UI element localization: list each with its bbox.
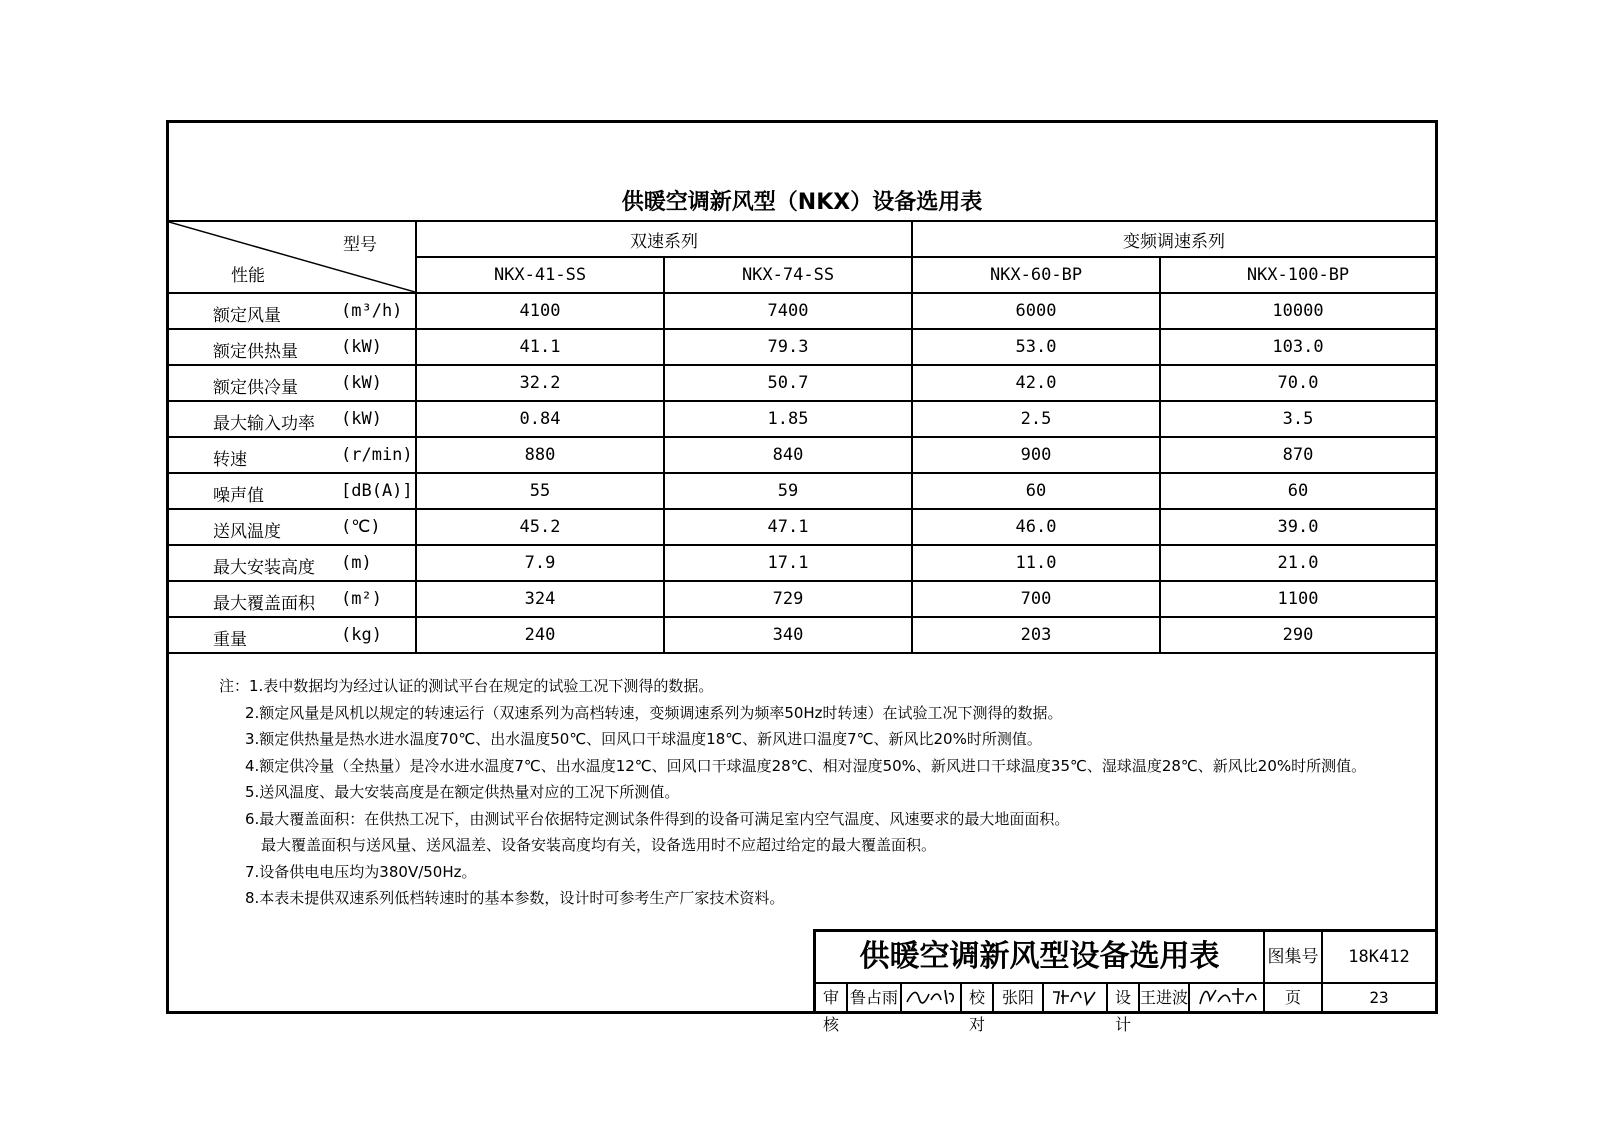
- row-label-cell: [169, 401, 416, 437]
- page-title: 供暖空调新风型（NKX）设备选用表: [621, 190, 983, 215]
- value-cell: 840: [664, 437, 912, 473]
- table-row: [169, 437, 1435, 473]
- value-cell: 70.0: [1160, 365, 1435, 401]
- row-name: 重量: [213, 630, 247, 650]
- note-line: 3.额定供热量是热水进水温度70℃、出水温度50℃、回风口干球温度18℃、新风进口温度7℃、新风比20%时所测值。: [245, 730, 1042, 748]
- row-label-cell: [169, 365, 416, 401]
- value-cell: 1100: [1160, 581, 1435, 617]
- table-row: [169, 473, 1435, 509]
- note-line: 4.额定供冷量（全热量）是冷水进水温度7℃、出水温度12℃、回风口干球温度28℃、相对湿度50%、新风进口干球温度35℃、湿球温度28℃、新风比20%时所测值。: [245, 756, 1367, 775]
- row-name: 额定供热量: [213, 342, 298, 362]
- row-name: 噪声值: [213, 486, 264, 506]
- row-label-cell: [169, 617, 416, 653]
- row-unit: (m²): [341, 589, 382, 609]
- row-unit: (kW): [341, 373, 382, 393]
- value-cell: 59: [664, 473, 912, 509]
- row-label-cell: [169, 329, 416, 365]
- value-cell: 729: [664, 581, 912, 617]
- designer-name: 王进波: [1140, 984, 1190, 1011]
- value-cell: 32.2: [416, 365, 664, 401]
- atlas-number: 18K412: [1323, 932, 1435, 984]
- value-cell: 880: [416, 437, 664, 473]
- value-cell: 0.84: [416, 401, 664, 437]
- row-unit: (kW): [341, 409, 382, 429]
- checker-signature: [1044, 984, 1108, 1011]
- page-label: 页: [1265, 984, 1323, 1011]
- data-rows: [169, 293, 1435, 653]
- note-line: 7.设备供电电压均为380V/50Hz。: [245, 862, 477, 881]
- value-cell: 60: [1160, 473, 1435, 509]
- designer-signature: [1190, 984, 1265, 1011]
- row-unit: (r/min): [341, 445, 413, 465]
- diagonal-line: [169, 222, 415, 292]
- value-cell: 17.1: [664, 545, 912, 581]
- value-cell: 240: [416, 617, 664, 653]
- value-cell: 870: [1160, 437, 1435, 473]
- value-cell: 700: [912, 581, 1160, 617]
- equipment-table: [169, 220, 1435, 654]
- value-cell: 46.0: [912, 509, 1160, 545]
- row-label-cell: [169, 545, 416, 581]
- value-cell: 900: [912, 437, 1160, 473]
- note-line: 最大覆盖面积与送风量、送风温差、设备安装高度均有关，设备选用时不应超过给定的最大覆盖面积。: [261, 836, 937, 854]
- value-cell: 324: [416, 581, 664, 617]
- row-label-cell: [169, 581, 416, 617]
- check-label: 校对: [962, 984, 994, 1011]
- value-cell: 79.3: [664, 329, 912, 365]
- table-row: [169, 365, 1435, 401]
- table-row: [169, 293, 1435, 329]
- row-label-cell: [169, 437, 416, 473]
- value-cell: 50.7: [664, 365, 912, 401]
- reviewer-signature: [902, 984, 962, 1011]
- row-unit: [dB(A)]: [341, 481, 413, 501]
- note-line: 6.最大覆盖面积：在供热工况下，由测试平台依据特定测试条件得到的设备可满足室内空气温度、风速要求的最大地面面积。: [245, 809, 1070, 828]
- row-name: 最大安装高度: [213, 558, 315, 578]
- value-cell: 10000: [1160, 293, 1435, 329]
- value-cell: 41.1: [416, 329, 664, 365]
- value-cell: 7400: [664, 293, 912, 329]
- value-cell: 2.5: [912, 401, 1160, 437]
- row-name: 额定供冷量: [213, 378, 298, 398]
- value-cell: 47.1: [664, 509, 912, 545]
- row-unit: (kg): [341, 625, 382, 645]
- row-name: 送风温度: [213, 522, 281, 542]
- page-number: 23: [1369, 988, 1389, 1007]
- table-row: [169, 509, 1435, 545]
- atlas-label: 图集号: [1265, 932, 1323, 984]
- header-row-series: [169, 221, 1435, 257]
- value-cell: 60: [912, 473, 1160, 509]
- value-cell: 7.9: [416, 545, 664, 581]
- value-cell: 3.5: [1160, 401, 1435, 437]
- model-header: NKX-41-SS: [416, 257, 664, 293]
- checker-name: 张阳: [994, 984, 1044, 1011]
- drawing-frame: [166, 120, 1438, 1034]
- value-cell: 21.0: [1160, 545, 1435, 581]
- note-line: 2.额定风量是风机以规定的转速运行（双速系列为高档转速，变频调速系列为频率50Hz时转速）在试验工况下测得的数据。: [245, 703, 1063, 722]
- value-cell: 53.0: [912, 329, 1160, 365]
- model-label: 型号: [343, 235, 377, 255]
- title-block-title: 供暖空调新风型设备选用表: [816, 932, 1265, 984]
- table-row: [169, 545, 1435, 581]
- value-cell: 11.0: [912, 545, 1160, 581]
- note-line: 注：1.表中数据均为经过认证的测试平台在规定的试验工况下测得的数据。: [219, 677, 714, 695]
- series-header: 双速系列: [416, 221, 912, 257]
- diagonal-header-cell: [169, 221, 416, 293]
- series-header: 变频调速系列: [912, 221, 1435, 257]
- note-line: 5.送风温度、最大安装高度是在额定供热量对应的工况下所测值。: [245, 783, 680, 801]
- value-cell: 6000: [912, 293, 1160, 329]
- design-label: 设计: [1108, 984, 1140, 1011]
- note-line: 8.本表未提供双速系列低档转速时的基本参数，设计时可参考生产厂家技术资料。: [245, 889, 785, 907]
- row-label-cell: [169, 473, 416, 509]
- row-unit: (℃): [341, 517, 381, 537]
- value-cell: 203: [912, 617, 1160, 653]
- row-name: 转速: [213, 450, 247, 470]
- row-name: 额定风量: [213, 306, 281, 326]
- row-label-cell: [169, 293, 416, 329]
- row-unit: (m³/h): [341, 301, 403, 321]
- value-cell: 290: [1160, 617, 1435, 653]
- model-header: NKX-74-SS: [664, 257, 912, 293]
- table-row: [169, 401, 1435, 437]
- value-cell: 1.85: [664, 401, 912, 437]
- row-unit: (kW): [341, 337, 382, 357]
- row-unit: (m): [341, 553, 372, 573]
- table-row: [169, 617, 1435, 653]
- value-cell: 45.2: [416, 509, 664, 545]
- value-cell: 42.0: [912, 365, 1160, 401]
- title-block: [813, 929, 1435, 1034]
- value-cell: 4100: [416, 293, 664, 329]
- reviewer-name: 鲁占雨: [848, 984, 902, 1011]
- model-header: NKX-60-BP: [912, 257, 1160, 293]
- table-row: [169, 581, 1435, 617]
- row-name: 最大输入功率: [213, 414, 315, 434]
- value-cell: 55: [416, 473, 664, 509]
- review-label: 审核: [816, 984, 848, 1011]
- table-row: [169, 329, 1435, 365]
- model-header: NKX-100-BP: [1160, 257, 1435, 293]
- row-name: 最大覆盖面积: [213, 594, 315, 614]
- notes: [219, 673, 1366, 912]
- performance-label: 性能: [231, 266, 265, 286]
- value-cell: 39.0: [1160, 509, 1435, 545]
- value-cell: 340: [664, 617, 912, 653]
- row-label-cell: [169, 509, 416, 545]
- value-cell: 103.0: [1160, 329, 1435, 365]
